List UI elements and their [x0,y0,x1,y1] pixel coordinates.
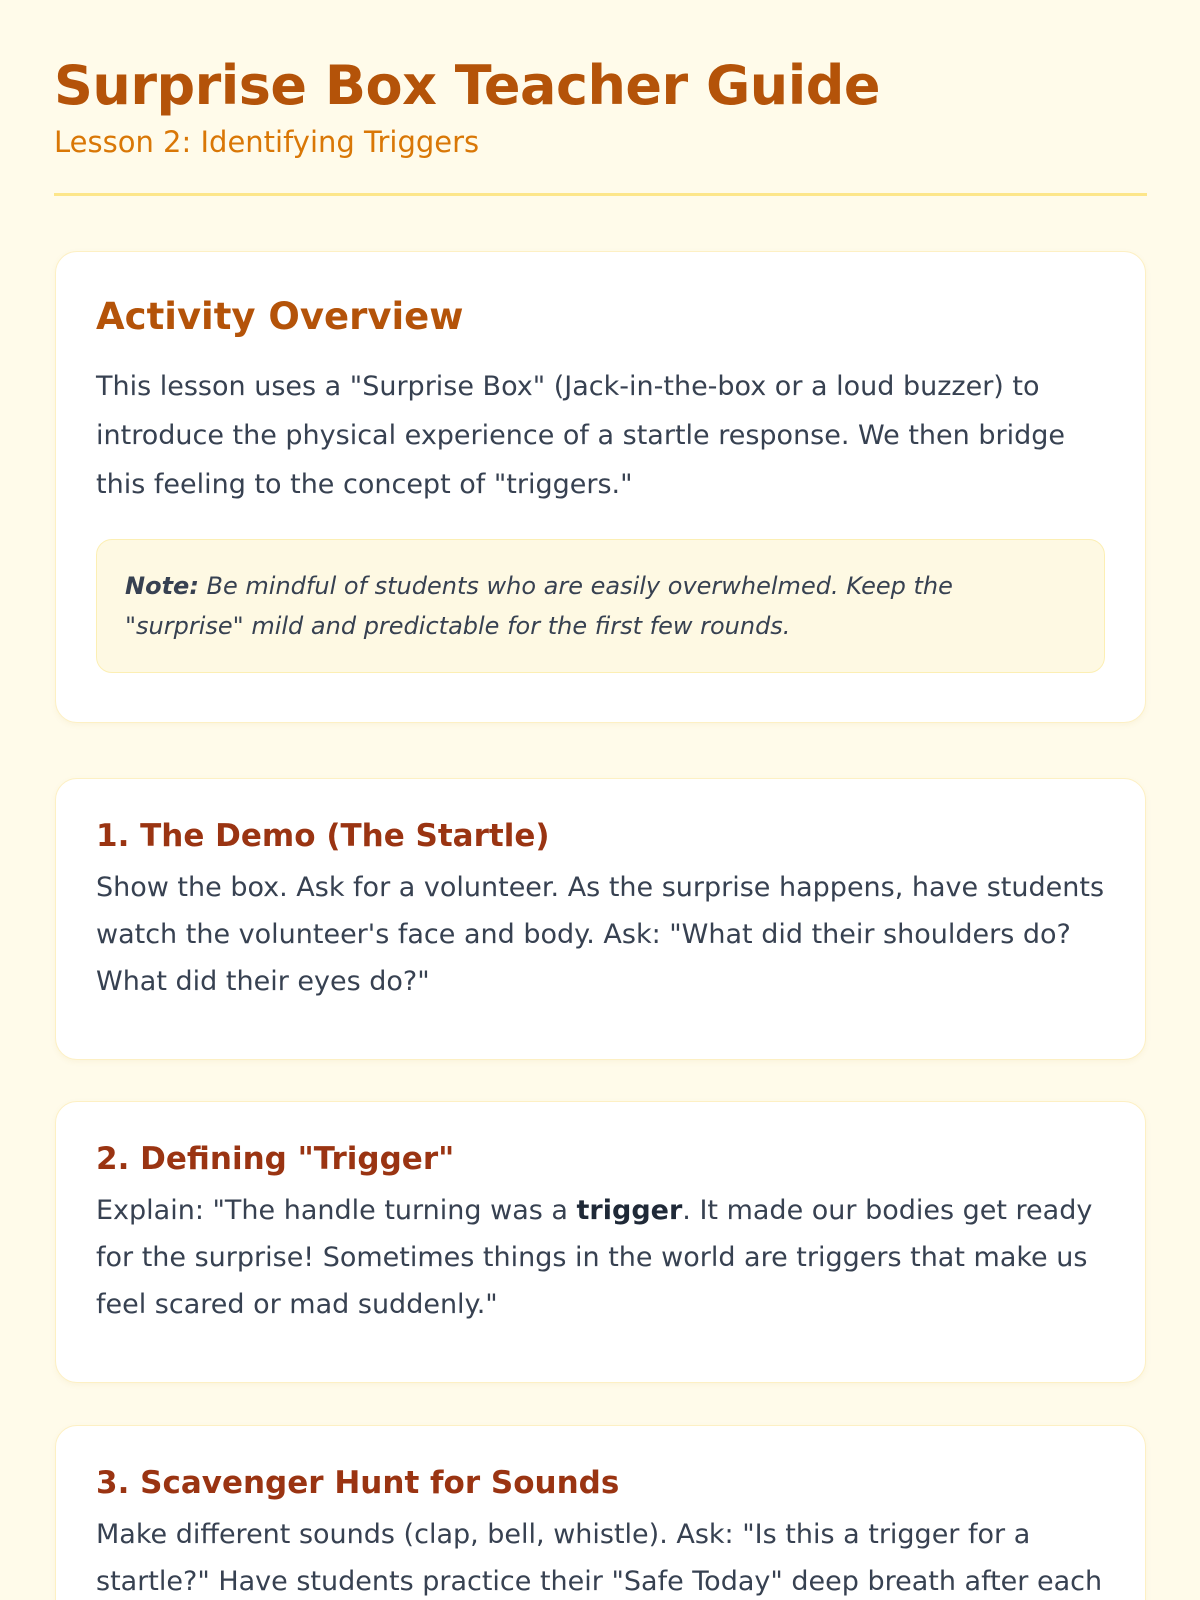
overview-body: This lesson uses a "Surprise Box" (Jack-in-the-box or a loud buzzer) to introduce the physical experience of a startle response. We then bridge this feeling to the concept of "triggers." [96,371,1065,500]
note-label: Note: [125,572,199,600]
step-body [96,1187,1105,1328]
step-card-demo [55,778,1146,1060]
page-header [54,0,1147,160]
overview-heading: Activity Overview [96,295,464,338]
page-title: Surprise Box Teacher Guide [54,54,881,117]
trigger-keyword: trigger [576,1195,683,1226]
step-body: Show the box. Ask for a volunteer. As the surprise happens, have students watch the volunteer's face and body. Ask: "What did their shoulders do? What did their eyes do?" [96,872,1105,997]
step-heading: 3. Scavenger Hunt for Sounds [96,1465,620,1501]
note-callout [96,539,1105,673]
step-card-scavenger-hunt [55,1425,1146,1600]
step-body: Make different sounds (clap, bell, whistle). Ask: "Is this a trigger for a startle?" Have students practice their "Safe Today" deep breath after each [96,1519,1103,1597]
activity-overview-card [55,251,1146,723]
step-heading: 2. Defining "Trigger" [96,1141,455,1177]
step-heading: 1. The Demo (The Startle) [96,818,550,854]
note-text: Be mindful of students who are easily overwhelmed. Keep the "surprise" mild and predictable for the first few rounds. [125,572,953,640]
step-card-defining-trigger [55,1101,1146,1383]
step-body-start: Explain: "The handle turning was a [96,1195,577,1226]
step-body-end: . It made our bodies get ready for the surprise! Sometimes things in the world are triggers that make us feel scared or mad suddenly." [96,1195,1093,1320]
header-divider [54,193,1147,196]
lesson-subtitle: Lesson 2: Identifying Triggers [54,125,480,159]
